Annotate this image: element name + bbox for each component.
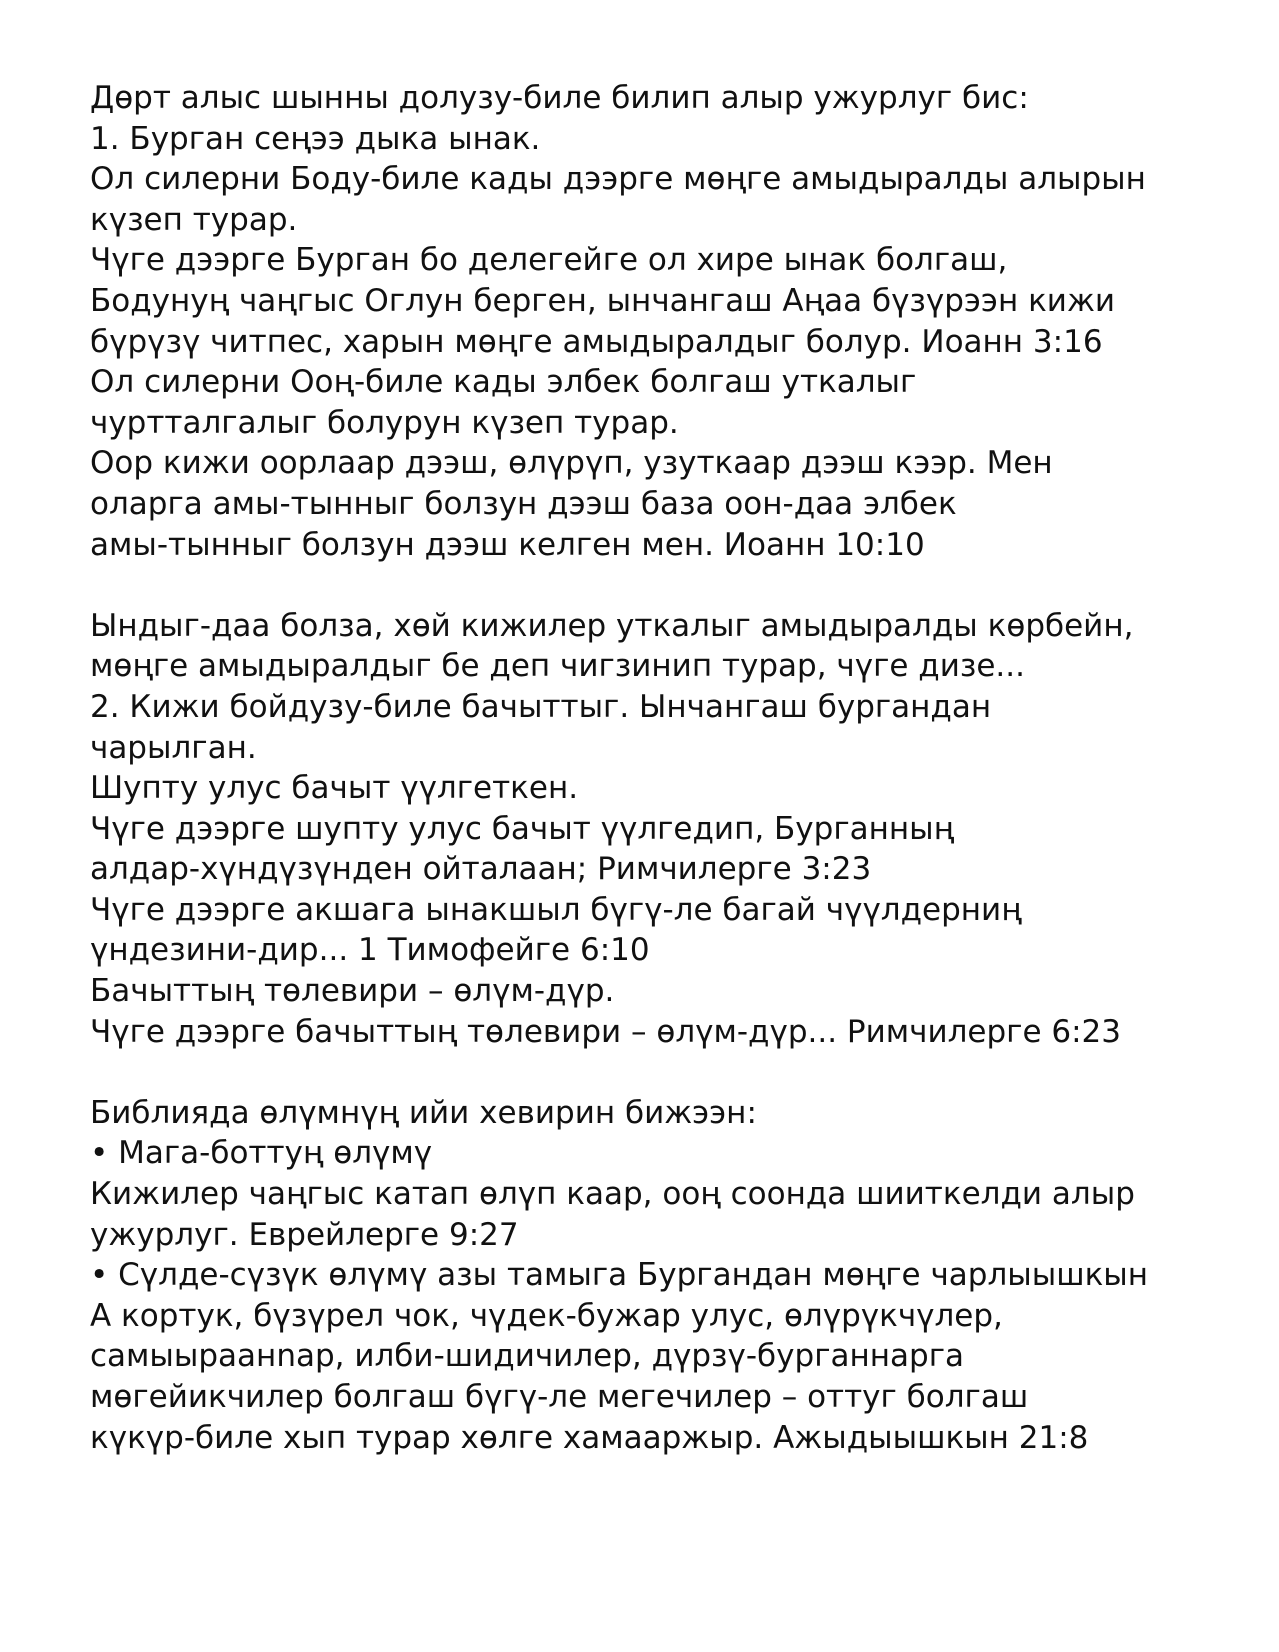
text-line: 2. Кижи бойдузу-биле бачыттыг. Ынчангаш бургандан: [90, 688, 992, 725]
text-line: мөңге амыдыралдыг бе деп чигзинип турар, чүге дизе...: [90, 648, 1025, 685]
text-line: А кортук, бүзүрел чок, чүдек-бужар улус, өлүрүкчүлер,: [90, 1297, 1003, 1334]
section-four-truths: [90, 78, 1230, 565]
text-line: • Мага-боттуң өлүмү: [90, 1135, 433, 1172]
paragraph-gap: [90, 1052, 1230, 1093]
text-line: оларга амы-тынныг болзун дээш база оон-даа элбек: [90, 485, 957, 522]
text-line: мөгейикчилер болгаш бүгү-ле мегечилер – оттуг болгаш: [90, 1379, 1029, 1415]
section-two-deaths: [90, 1093, 1230, 1458]
text-line: Чүге дээрге бачыттың төлевири – өлүм-дүр... Римчилерге 6:23: [90, 1013, 1122, 1050]
text-line: 1. Бурган сеңээ дыка ынак.: [90, 120, 541, 157]
text-line: амы-тынныг болзун дээш келген мен. Иоанн 10:10: [90, 526, 925, 563]
text-line: Бодунуң чаңгыс Оглун берген, ынчангаш Аңаа бүзүрээн кижи: [90, 282, 1116, 319]
text-line: үндезини-дир... 1 Тимофейге 6:10: [90, 932, 650, 969]
text-line: самыыраанnар, илби-шидичилер, дүрзү-бурганнарга: [90, 1338, 964, 1375]
section-sin: [90, 606, 1230, 1053]
paragraph-gap: [90, 565, 1230, 606]
text-line: Ындыг-даа болза, хөй кижилер уткалыг амыдыралды көрбейн,: [90, 607, 1134, 644]
text-line: Ол силерни Боду-биле кады дээрге мөңге амыдыралды алырын: [90, 161, 1146, 198]
text-line: бүрүзү читпес, харын мөңге амыдыралдыг болур. Иоанн 3:16: [90, 323, 1103, 360]
text-line: Чүге дээрге Бурган бо делегейге ол хире ынак болгаш,: [90, 242, 1008, 279]
text-line: Библияда өлүмнүң ийи хевирин бижээн:: [90, 1094, 757, 1131]
text-line: Чүге дээрге шупту улус бачыт үүлгедип, Бурганның: [90, 810, 955, 847]
text-line: чарылган.: [90, 729, 257, 766]
text-line: Бачыттың төлевири – өлүм-дүр.: [90, 973, 615, 1010]
text-line: Оор кижи оорлаар дээш, өлүрүп, узуткаар дээш кээр. Мен: [90, 445, 1053, 482]
text-line: • Сүлде-сүзүк өлүмү азы тамыга Бургандан мөңге чарлыышкын: [90, 1257, 1149, 1294]
text-line: күкүр-биле хып турар хөлге хамааржыр. Ажыдыышкын 21:8: [90, 1419, 1089, 1456]
text-line: Шупту улус бачыт үүлгеткен.: [90, 770, 579, 807]
text-line: Чүге дээрге акшага ынакшыл бүгү-ле багай чүүлдерниң: [90, 891, 1022, 928]
text-line: алдар-хүндүзүнден ойталаан; Римчилерге 3:23: [90, 851, 872, 888]
text-line: Кижилер чаңгыс катап өлүп каар, ооң соонда шииткелди алыр: [90, 1176, 1135, 1213]
text-line: ужурлуг. Еврейлерге 9:27: [90, 1216, 519, 1253]
text-line: күзеп турар.: [90, 201, 298, 238]
text-line: Ол силерни Ооң-биле кады элбек болгаш уткалыг: [90, 364, 917, 401]
text-line: Дөрт алыс шынны долузу-биле билип алыр ужурлуг бис:: [90, 80, 1029, 116]
text-line: чуртталгалыг болурун күзеп турар.: [90, 404, 679, 441]
document-page: [90, 78, 1230, 1458]
